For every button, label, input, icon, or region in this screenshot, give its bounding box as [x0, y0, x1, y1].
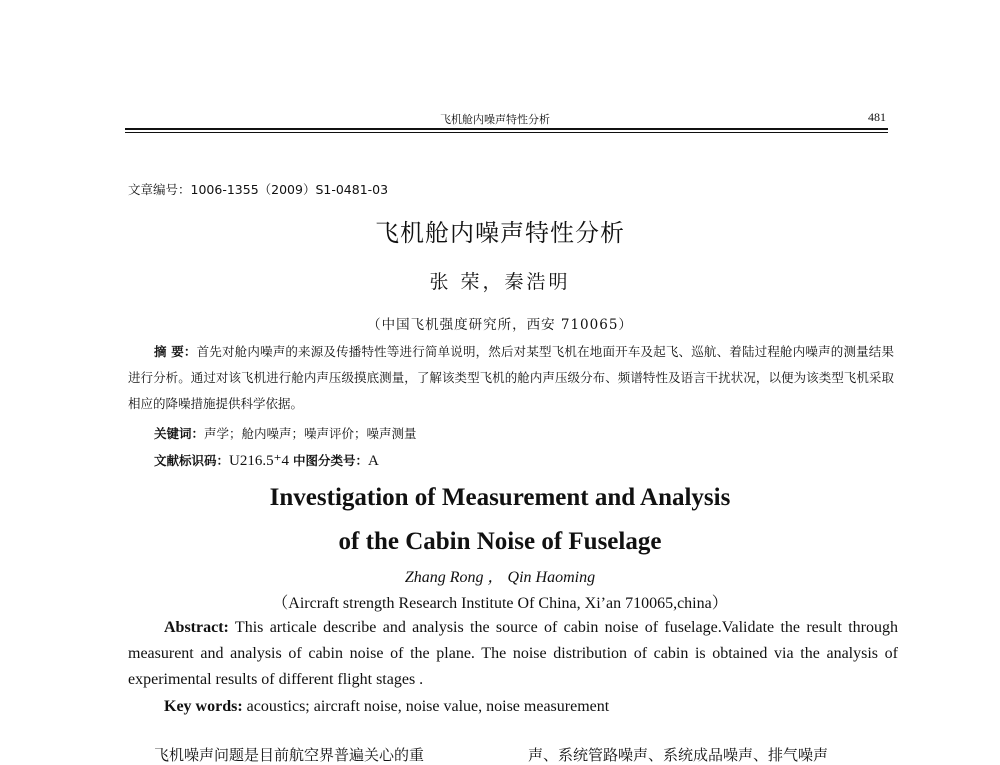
chinese-title: 飞机舱内噪声特性分析: [375, 219, 625, 247]
chinese-keywords: [154, 424, 417, 442]
english-abstract: [128, 615, 898, 693]
classification-line: [154, 451, 379, 470]
english-title-line-1: Investigation of Measurement and Analysis: [269, 484, 731, 511]
chinese-authors: 张 荣，秦浩明: [429, 271, 571, 293]
page-number: 481: [868, 110, 886, 124]
doc-code-label: 文献标识码：: [154, 453, 230, 468]
class-number-value: A: [368, 453, 379, 469]
body-right-column-line: 声、系统管路噪声、系统成品噪声、排气噪声: [528, 746, 829, 764]
body-left-column-line: 飞机噪声问题是目前航空界普遍关心的重: [154, 746, 425, 764]
english-title-line-2: of the Cabin Noise of Fuselage: [338, 528, 662, 555]
english-abstract-label: Abstract:: [164, 619, 229, 636]
english-authors: Zhang Rong ， Qin Haoming: [404, 569, 596, 586]
running-header-title: 飞机舱内噪声特性分析: [440, 113, 550, 126]
chinese-affiliation: （中国飞机强度研究所，西安 710065）: [367, 317, 633, 333]
header-rule-thin: [125, 132, 888, 133]
chinese-keywords-text: 声学；舱内噪声；噪声评价；噪声测量: [204, 426, 417, 441]
english-abstract-text: This articale describe and analysis the source of cabin noise of fuselage.Validate the result through measurent and analysis of cabin noise of the plane. The noise distribution of cabin is obtained via the analysis of experimental results of different flight stages .: [128, 619, 898, 688]
header-rule-thick: [125, 128, 888, 130]
english-keywords-label: Key words:: [164, 698, 243, 715]
chinese-abstract-label: 摘 要：: [154, 344, 197, 359]
doc-code-value: U216.5⁺4: [229, 453, 290, 469]
english-keywords: [164, 698, 609, 716]
article-number: [128, 180, 388, 198]
english-affiliation: （Aircraft strength Research Institute Of China, Xi’an 710065,china）: [272, 595, 728, 612]
chinese-abstract-text: 首先对舱内噪声的来源及传播特性等进行简单说明，然后对某型飞机在地面开车及起飞、巡航、着陆过程舱内噪声的测量结果进行分析。通过对该飞机进行舱内声压级摸底测量，了解该类型飞机的舱内声压级分布、频谱特性及语言干扰状况，以便为该类型飞机采取相应的降噪措施提供科学依据。: [128, 344, 894, 411]
chinese-keywords-label: 关键词：: [154, 426, 205, 441]
chinese-abstract: [128, 339, 894, 417]
class-number-label: 中图分类号：: [293, 453, 369, 468]
article-number-label: 文章编号：: [128, 182, 191, 197]
article-number-value: 1006-1355（2009）S1-0481-03: [190, 182, 389, 197]
english-keywords-text: acoustics; aircraft noise, noise value, noise measurement: [246, 698, 610, 715]
